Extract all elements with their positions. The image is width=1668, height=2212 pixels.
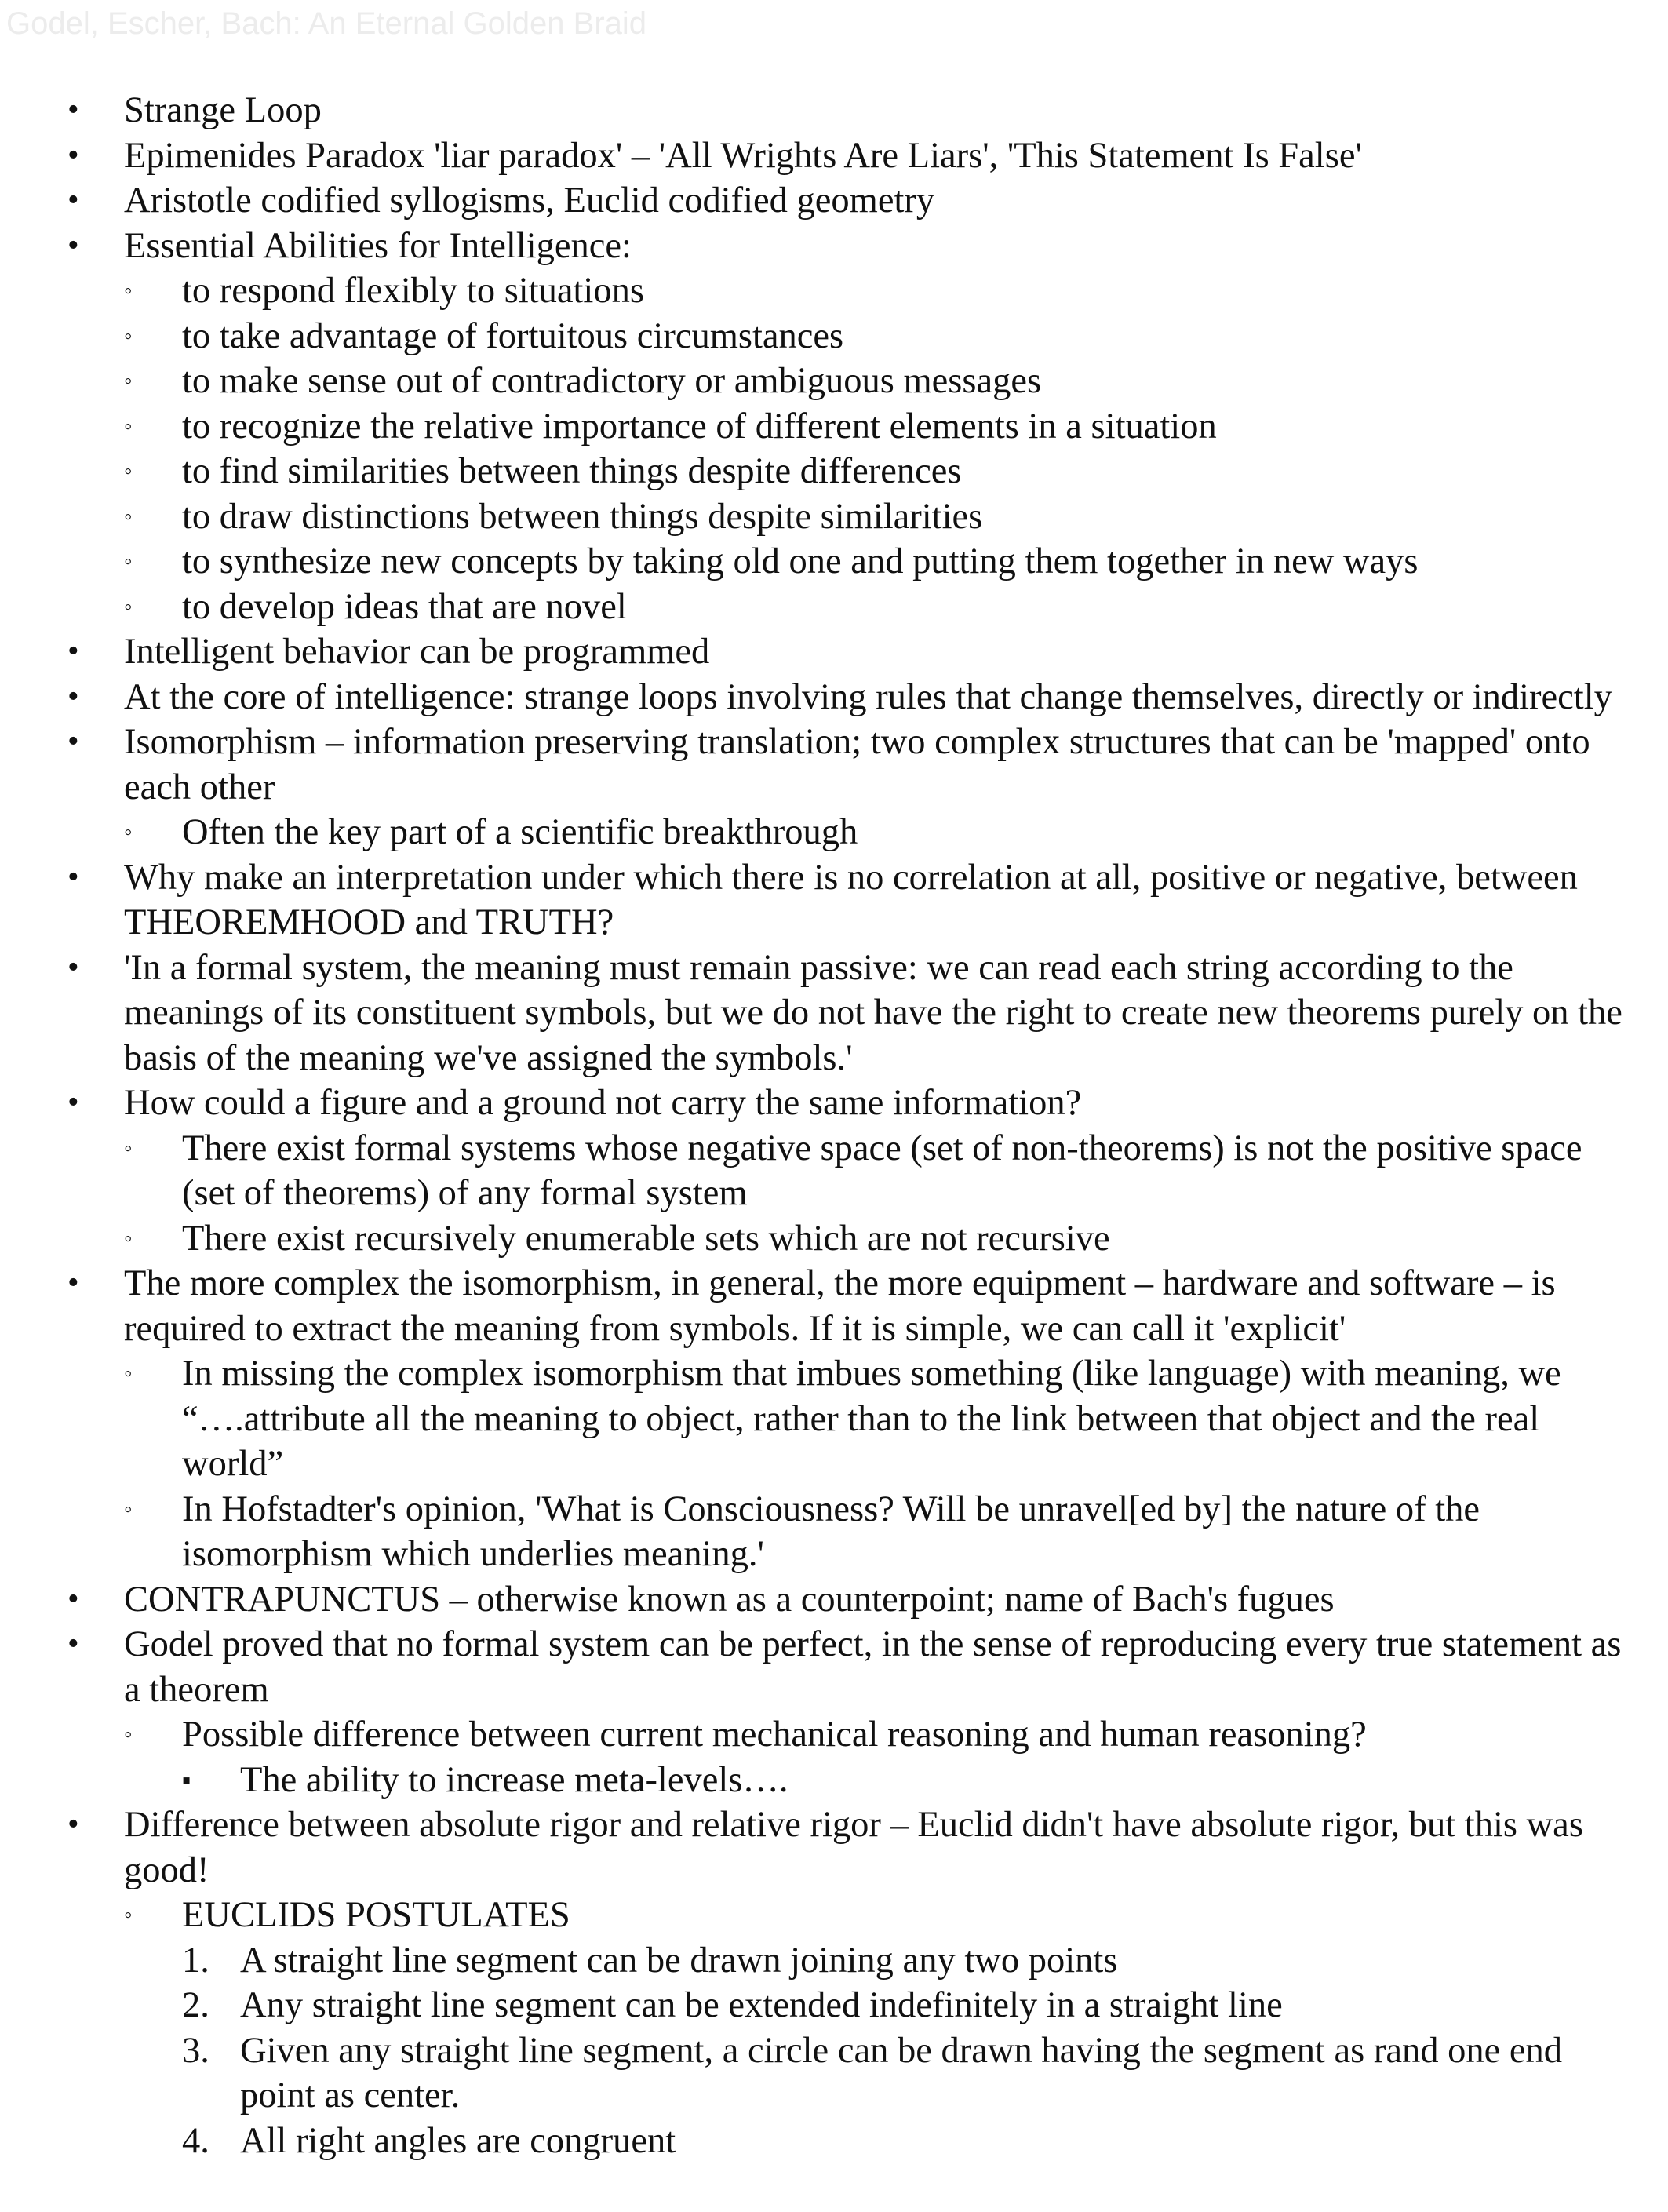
list-item-text: to find similarities between things despite differences — [182, 451, 962, 491]
list-item — [0, 585, 1638, 630]
square-bullet-icon: ▪ — [182, 1765, 191, 1794]
list-item-text: How could a figure and a ground not carry the same information? — [124, 1083, 1082, 1123]
list-item — [0, 1758, 1638, 1803]
sub-bullet-icon: ◦ — [124, 1225, 133, 1252]
list-item — [0, 133, 1638, 179]
list-item-text: Godel proved that no formal system can be perfect, in the sense of reproducing every true statement as a theorem — [124, 1624, 1622, 1710]
list-item — [0, 1712, 1638, 1758]
bullet-icon: • — [67, 678, 79, 715]
sub-bullet-icon: ◦ — [124, 1496, 133, 1522]
list-item-text: 'In a formal system, the meaning must remain passive: we can read each string according to the meanings of its constituent symbols, but we do not have the right to create new theorems purely on the basis of the meaning we've assigned the symbols.' — [124, 947, 1622, 1078]
list-item-text: At the core of intelligence: strange loops involving rules that change themselves, directly or indirectly — [124, 676, 1612, 717]
list-item-text: Possible difference between current mechanical reasoning and human reasoning? — [182, 1715, 1367, 1755]
sub-bullet-icon: ◦ — [124, 323, 133, 349]
bullet-icon: • — [67, 92, 79, 128]
list-item — [0, 1622, 1638, 1712]
list-item — [0, 946, 1638, 1081]
list-item-text: In missing the complex isomorphism that imbues something (like language) with meaning, we “….attribute all the meaning to object, rather than to the link between that object and the real world” — [182, 1354, 1561, 1484]
list-item-text: Aristotle codified syllogisms, Euclid codified geometry — [124, 180, 935, 220]
list-number: 2. — [182, 1985, 209, 2025]
list-item — [0, 1577, 1638, 1623]
list-item — [0, 629, 1638, 675]
bullet-icon: • — [67, 1806, 79, 1842]
list-item-text: CONTRAPUNCTUS – otherwise known as a counterpoint; name of Bach's fugues — [124, 1579, 1335, 1620]
numbered-list-item — [0, 1938, 1638, 1984]
list-item-text: All right angles are congruent — [240, 2120, 676, 2161]
list-item — [0, 314, 1638, 359]
list-item-text: A straight line segment can be drawn joining any two points — [240, 1940, 1118, 1981]
sub-bullet-icon: ◦ — [124, 503, 133, 530]
list-item — [0, 224, 1638, 269]
bullet-icon: • — [67, 137, 79, 173]
list-number: 3. — [182, 2030, 209, 2071]
sub-bullet-icon: ◦ — [124, 548, 133, 574]
sub-bullet-icon: ◦ — [124, 1722, 133, 1747]
bullet-icon: • — [67, 949, 79, 986]
list-item-text: There exist formal systems whose negative space (set of non-theorems) is not the positive space (set of theorems) of any formal system — [182, 1128, 1582, 1213]
list-item — [0, 1487, 1638, 1577]
list-item-text: Difference between absolute rigor and relative rigor – Euclid didn't have absolute rigor, but this was good! — [124, 1805, 1583, 1890]
list-item-text: Strange Loop — [124, 90, 322, 130]
document-header: Godel, Escher, Bach: An Eternal Golden Braid — [6, 6, 647, 41]
list-item — [0, 855, 1638, 946]
list-number: 1. — [182, 1940, 209, 1981]
numbered-list-item — [0, 2028, 1638, 2119]
list-item-text: to respond flexibly to situations — [182, 271, 644, 311]
bullet-icon: • — [67, 858, 79, 895]
sub-bullet-icon: ◦ — [124, 458, 133, 484]
list-item-text: The more complex the isomorphism, in general, the more equipment – hardware and software – is required to extract the meaning from symbols. If it is simple, we can call it 'explicit' — [124, 1263, 1556, 1349]
list-item — [0, 268, 1638, 314]
list-item — [0, 1126, 1638, 1216]
list-item-text: to develop ideas that are novel — [182, 586, 627, 627]
list-item — [0, 1893, 1638, 1938]
list-item-text: to recognize the relative importance of different elements in a situation — [182, 406, 1217, 446]
sub-bullet-icon: ◦ — [124, 593, 133, 620]
sub-bullet-icon: ◦ — [124, 1135, 133, 1161]
list-item — [0, 359, 1638, 404]
list-item — [0, 1351, 1638, 1487]
list-item — [0, 449, 1638, 494]
bullet-icon: • — [67, 1084, 79, 1121]
list-item-text: Essential Abilities for Intelligence: — [124, 225, 632, 266]
list-item-text: Isomorphism – information preserving translation; two complex structures that can be 'mapped' onto each other — [124, 722, 1590, 807]
list-item — [0, 494, 1638, 540]
list-item — [0, 178, 1638, 224]
list-item-text: Often the key part of a scientific breakthrough — [182, 812, 858, 852]
list-item-text: Given any straight line segment, a circle can be drawn having the segment as rand one end point as center. — [240, 2030, 1563, 2115]
list-item — [0, 675, 1638, 720]
list-item-text: to draw distinctions between things despite similarities — [182, 496, 983, 537]
notes-list — [0, 88, 1668, 2163]
bullet-icon: • — [67, 182, 79, 218]
list-item-text: Why make an interpretation under which there is no correlation at all, positive or negative, between THEOREMHOOD and TRUTH? — [124, 857, 1578, 942]
list-item-text: Epimenides Paradox 'liar paradox' – 'All Wrights Are Liars', 'This Statement Is False' — [124, 135, 1362, 176]
list-item — [0, 720, 1638, 810]
sub-bullet-icon: ◦ — [124, 1902, 133, 1928]
bullet-icon: • — [67, 633, 79, 669]
sub-bullet-icon: ◦ — [124, 368, 133, 394]
list-item — [0, 1261, 1638, 1351]
list-item-text: The ability to increase meta-levels…. — [240, 1759, 788, 1800]
list-item-text: There exist recursively enumerable sets which are not recursive — [182, 1218, 1110, 1259]
sub-bullet-icon: ◦ — [124, 278, 133, 304]
numbered-list-item — [0, 2119, 1638, 2164]
list-item — [0, 1216, 1638, 1262]
numbered-list-item — [0, 1983, 1638, 2028]
sub-bullet-icon: ◦ — [124, 819, 133, 845]
list-item-text: to synthesize new concepts by taking old one and putting them together in new ways — [182, 541, 1419, 581]
bullet-icon: • — [67, 1626, 79, 1662]
list-item-text: to take advantage of fortuitous circumstances — [182, 315, 844, 356]
sub-bullet-icon: ◦ — [124, 413, 133, 439]
list-item-text: to make sense out of contradictory or ambiguous messages — [182, 361, 1042, 401]
bullet-icon: • — [67, 1265, 79, 1301]
list-item — [0, 1080, 1638, 1126]
list-item-text: Intelligent behavior can be programmed — [124, 632, 710, 672]
list-item-text: In Hofstadter's opinion, 'What is Consciousness? Will be unravel[ed by] the nature of the isomorphism which underlies meaning.' — [182, 1489, 1480, 1574]
list-item — [0, 88, 1638, 133]
list-item-text: Any straight line segment can be extended indefinitely in a straight line — [240, 1985, 1283, 2025]
list-item — [0, 1802, 1638, 1893]
sub-bullet-icon: ◦ — [124, 1361, 133, 1387]
bullet-icon: • — [67, 227, 79, 264]
list-item — [0, 404, 1638, 450]
list-item — [0, 539, 1638, 585]
bullet-icon: • — [67, 723, 79, 760]
list-item — [0, 810, 1638, 855]
list-item-text: EUCLIDS POSTULATES — [182, 1895, 570, 1935]
bullet-icon: • — [67, 1580, 79, 1617]
list-number: 4. — [182, 2120, 209, 2161]
